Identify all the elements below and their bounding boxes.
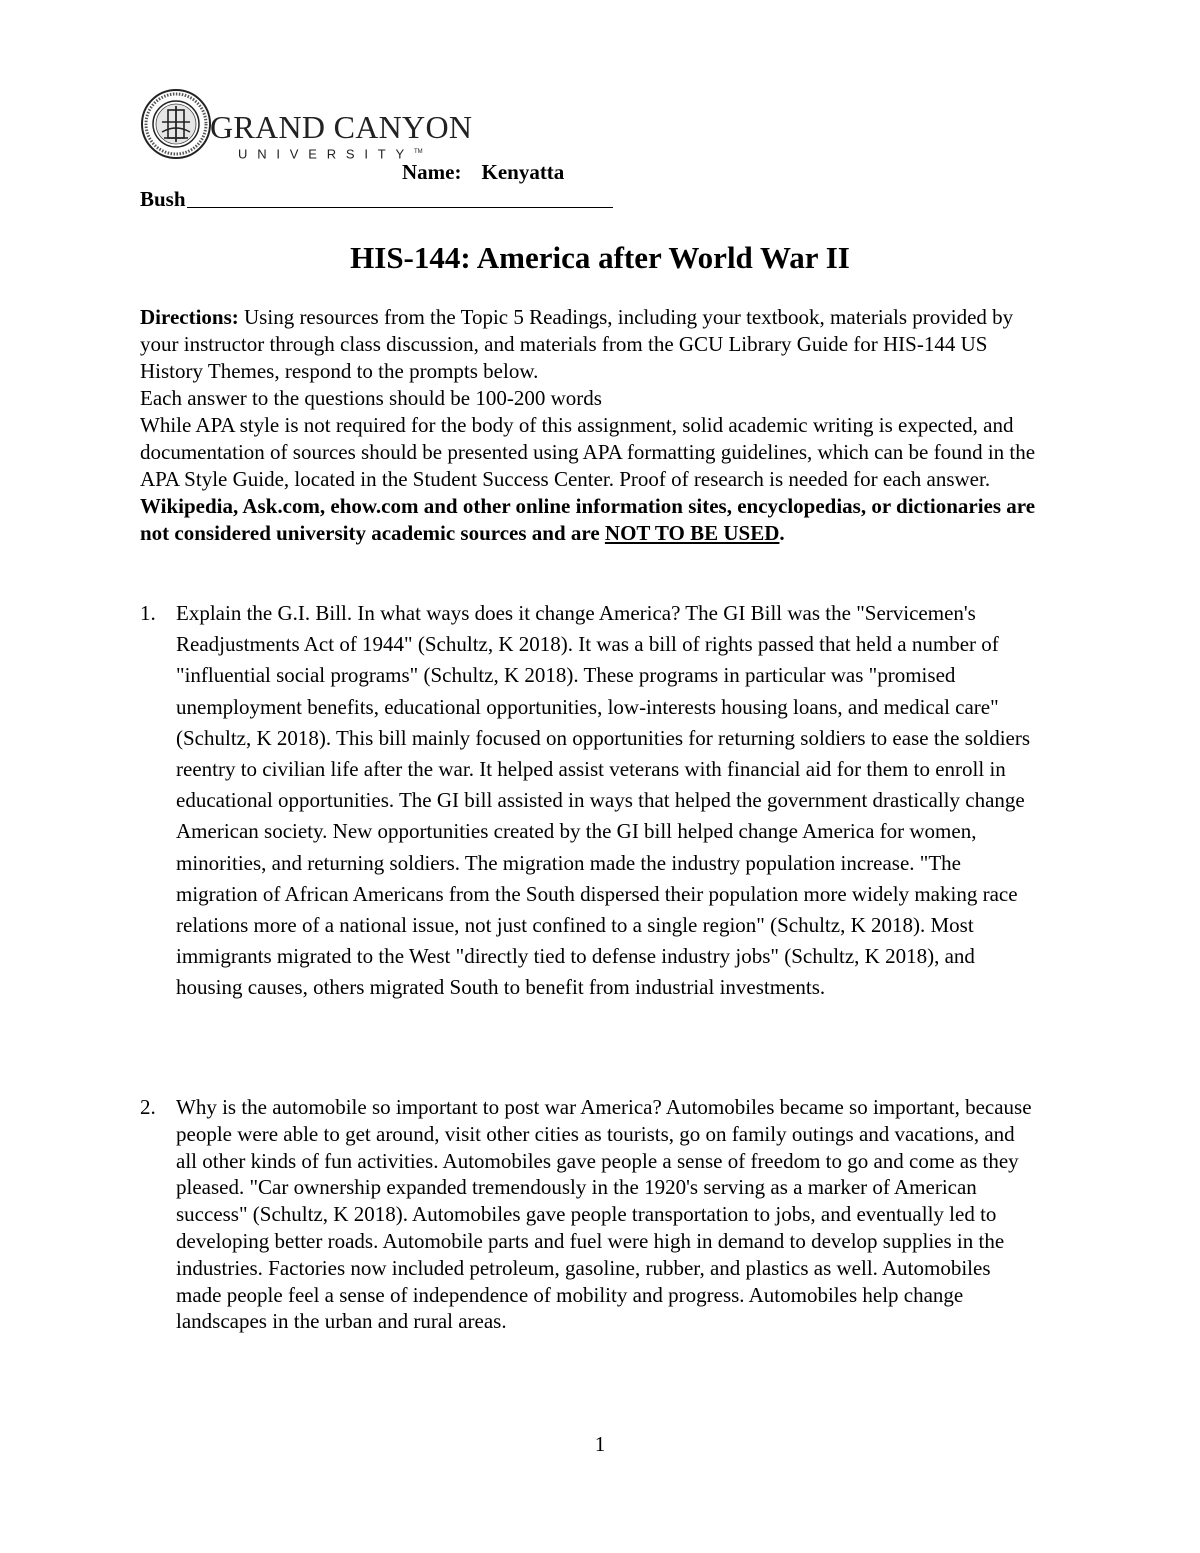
wordmark-bottom: UNIVERSITY xyxy=(238,146,415,162)
university-seal-icon xyxy=(140,88,212,160)
warning-emphasis: NOT TO BE USED xyxy=(604,521,780,545)
directions-section xyxy=(140,304,1040,547)
directions-label: Directions: xyxy=(140,305,239,329)
sources-warning xyxy=(140,493,1040,547)
name-first: Kenyatta xyxy=(481,160,565,184)
name-line xyxy=(402,160,564,185)
name-underline xyxy=(187,207,613,208)
question-item xyxy=(140,598,1040,1004)
question-text: Why is the automobile so important to post war America? Automobiles became so important, because people were able to get around, visit other cities as tourists, go on family outings and vacations, and all other kinds of fun activities. Automobiles gave people a sense of freedom to go and come as they pleased. "Car ownership expanded tremendously in the 1920's serving as a marker of American success" (Schultz, K 2018). Automobiles gave people transportation to jobs, and eventually led to developing better roads. Automobile parts and fuel were high in demand to develop supplies in the industries. Factories now included petroleum, gasoline, rubber, and plastics as well. Automobiles made people feel a sense of independence of mobility and progress. Automobiles help change landscapes in the urban and rural areas. xyxy=(176,1095,1032,1334)
name-last: Bush xyxy=(140,187,186,211)
question-text: Explain the G.I. Bill. In what ways does it change America? The GI Bill was the "Servicemen's Readjustments Act of 1944" (Schultz, K 2018). It was a bill of rights passed that held a number of "influential social programs" (Schultz, K 2018). These programs in particular was "promised unemployment benefits, educational opportunities, low-interests housing loans, and medical care" (Schultz, K 2018). This bill mainly focused on opportunities for returning soldiers to ease the soldiers reentry to civilian life after the war. It helped assist veterans with financial aid for them to enroll in educational opportunities. The GI bill assisted in ways that helped the government drastically change American society. New opportunities created by the GI bill helped change America for women, minorities, and returning soldiers. The migration made the industry population increase. "The migration of African Americans from the South dispersed their population more widely making race relations more of a national issue, not just confined to a single region" (Schultz, K 2018). Most immigrants migrated to the West "directly tied to defense industry jobs" (Schultz, K 2018), and housing causes, others migrated South to benefit from industrial investments. xyxy=(176,601,1031,1000)
apa-instruction: While APA style is not required for the body of this assignment, solid academic writing is expected, and documentation of sources should be presented using APA formatting guidelines, which can be found in the APA Style Guide, located in the Student Success Center. Proof of research is needed for each answer. xyxy=(140,413,1036,491)
wordmark-top: GRAND CANYON xyxy=(210,109,473,145)
university-wordmark xyxy=(210,109,473,162)
warning-text: Wikipedia, Ask.com, ehow.com and other online information sites, encyclopedias, or dictionaries are not considered university academic sources and are xyxy=(140,494,1036,545)
trademark-mark: TM xyxy=(414,149,423,155)
question-number: 1. xyxy=(140,601,156,625)
document-title: HIS-144: America after World War II xyxy=(350,240,850,275)
warning-end: . xyxy=(779,521,785,545)
page-number: 1 xyxy=(594,1432,606,1456)
question-number: 2. xyxy=(140,1095,156,1119)
directions-text: Using resources from the Topic 5 Readings, including your textbook, materials provided by your instructor through class discussion, and materials from the GCU Library Guide for HIS-144 US History Themes, respond to the prompts below. xyxy=(140,305,1014,383)
word-count-instruction: Each answer to the questions should be 100-200 words xyxy=(140,386,602,410)
question-item xyxy=(140,1094,1040,1335)
name-label: Name: xyxy=(402,160,462,184)
